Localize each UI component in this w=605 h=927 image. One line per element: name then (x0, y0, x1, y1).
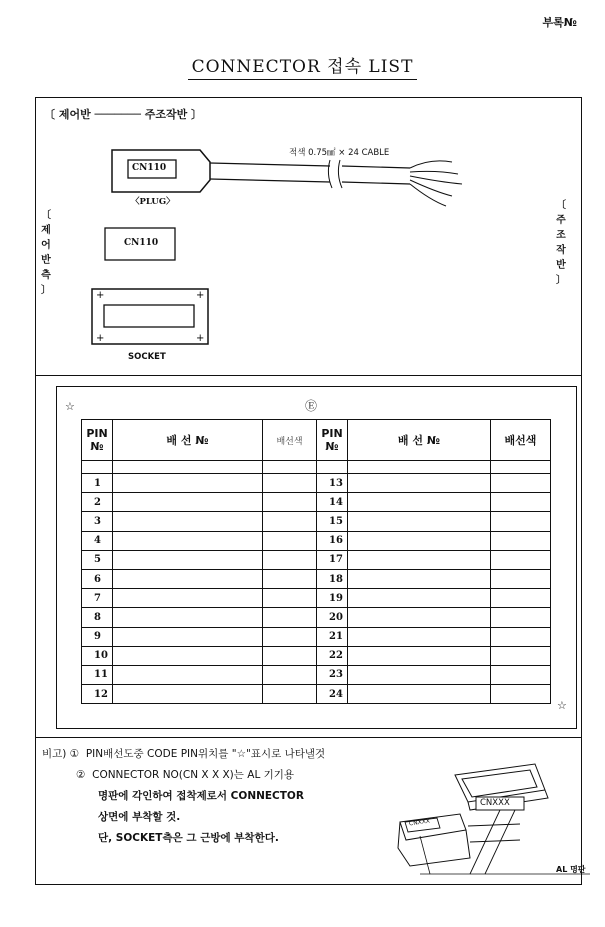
wiring-no-header-left: 배 선 № (113, 420, 263, 461)
wire-color-cell (491, 531, 551, 550)
table-row (82, 589, 551, 608)
left-side-label: 〔 제 어 반 측 〕 (41, 210, 51, 296)
wire-color-cell (491, 627, 551, 646)
note1-marker: ① (69, 748, 80, 760)
wiring-no-cell (113, 589, 263, 608)
svg-text:+: + (196, 290, 205, 301)
notes-block (42, 744, 325, 849)
wire-color-cell (491, 569, 551, 588)
nameplate-label: AL 명판 (556, 865, 586, 874)
wiring-no-cell (348, 512, 491, 531)
wiring-no-cell (113, 608, 263, 627)
wiring-no-cell (348, 531, 491, 550)
wire-color-cell (263, 608, 317, 627)
table-row (82, 646, 551, 665)
wire-color-cell (491, 608, 551, 627)
pin-number-left: 7 (82, 589, 113, 608)
plug-caption: 〈PLUG〉 (131, 197, 175, 207)
note2-line4: 단, SOCKET측은 그 근방에 부착한다. (98, 832, 279, 844)
wiring-no-cell (348, 569, 491, 588)
wire-color-cell (263, 474, 317, 493)
pin-no-header-right: PIN № (317, 420, 348, 461)
pin-number-left: 8 (82, 608, 113, 627)
table-row (82, 493, 551, 512)
wiring-no-cell (348, 665, 491, 684)
wiring-no-cell (348, 550, 491, 569)
pin-number-right: 24 (317, 685, 348, 704)
notes-prefix: 비고) (42, 748, 67, 760)
wire-color-cell (491, 550, 551, 569)
wiring-no-cell (113, 646, 263, 665)
wiring-no-cell (113, 512, 263, 531)
table-row (82, 685, 551, 704)
pin-number-left: 1 (82, 474, 113, 493)
table-row (82, 512, 551, 531)
table-spacer-row (82, 461, 551, 474)
wire-color-cell (263, 685, 317, 704)
socket-caption: SOCKET (128, 352, 166, 362)
table-row (82, 608, 551, 627)
wiring-no-cell (348, 685, 491, 704)
note1-text: PIN배선도중 CODE PIN위치를 "☆"표시로 나타낼것 (85, 748, 326, 760)
wire-color-cell (491, 493, 551, 512)
wiring-no-cell (348, 646, 491, 665)
wire-color-cell (491, 474, 551, 493)
section-label: 〔 제어반 ─────── 주조작반 〕 (44, 108, 203, 121)
wiring-no-cell (113, 550, 263, 569)
wire-color-header-left: 배선색 (263, 420, 317, 461)
wiring-no-cell (348, 627, 491, 646)
pin-number-left: 4 (82, 531, 113, 550)
pin-number-left: 6 (82, 569, 113, 588)
pin-number-left: 2 (82, 493, 113, 512)
wire-color-header-right: 배선색 (491, 420, 551, 461)
pin-number-right: 22 (317, 646, 348, 665)
plug-label: CN110 (132, 163, 167, 173)
table-row (82, 550, 551, 569)
pin-number-right: 23 (317, 665, 348, 684)
wiring-no-cell (348, 474, 491, 493)
socket-shape (92, 289, 208, 344)
table-row (82, 531, 551, 550)
wiring-no-cell (113, 685, 263, 704)
appendix-number: 부록№ (542, 16, 577, 29)
table-row (82, 627, 551, 646)
wire-color-cell (491, 646, 551, 665)
pin-no-header-left: PIN № (82, 420, 113, 461)
connector-label: CN110 (124, 238, 159, 248)
pin-number-left: 3 (82, 512, 113, 531)
table-row (82, 569, 551, 588)
pin-table (81, 419, 551, 704)
wiring-no-cell (113, 627, 263, 646)
code-pin-star-left: ☆ (65, 400, 75, 413)
cable (210, 163, 330, 182)
note2-marker: ② (76, 769, 86, 781)
pin-number-right: 19 (317, 589, 348, 608)
table-row (82, 474, 551, 493)
wiring-no-cell (348, 608, 491, 627)
pin-number-right: 18 (317, 569, 348, 588)
wire-color-cell (263, 512, 317, 531)
nameplate-tag: CNXXX (480, 798, 510, 808)
right-side-label: 〔 주 조 작 반 〕 (556, 200, 566, 286)
svg-text:+: + (96, 333, 105, 344)
wire-color-cell (263, 646, 317, 665)
socket-opening (104, 305, 194, 327)
wire-color-cell (491, 589, 551, 608)
pin-number-right: 16 (317, 531, 348, 550)
table-row (82, 665, 551, 684)
note2-line3: 상면에 부착할 것. (98, 811, 181, 823)
cable-spec-label: 적색 0.75㎟ × 24 CABLE (289, 148, 390, 158)
pin-number-right: 17 (317, 550, 348, 569)
wiring-no-cell (113, 665, 263, 684)
wiring-no-cell (113, 493, 263, 512)
table-header-row (82, 420, 551, 461)
plug-tag: CNXXX (408, 817, 431, 828)
note2-line1: CONNECTOR NO(CN X X X)는 AL 기기용 (92, 769, 295, 781)
wiring-no-cell (113, 531, 263, 550)
wiring-no-cell (348, 493, 491, 512)
svg-text:+: + (96, 290, 105, 301)
pin-number-right: 20 (317, 608, 348, 627)
wire-color-cell (263, 589, 317, 608)
center-symbol: Ⓔ (305, 399, 318, 413)
wire-color-cell (263, 550, 317, 569)
wire-color-cell (263, 569, 317, 588)
wire-color-cell (263, 665, 317, 684)
wire-color-cell (491, 665, 551, 684)
pin-number-right: 15 (317, 512, 348, 531)
pin-number-right: 13 (317, 474, 348, 493)
pin-number-left: 11 (82, 665, 113, 684)
wiring-no-cell (113, 569, 263, 588)
pin-number-left: 12 (82, 685, 113, 704)
wire-color-cell (263, 493, 317, 512)
wire-fan (410, 161, 462, 206)
wire-color-cell (263, 627, 317, 646)
wire-color-cell (263, 531, 317, 550)
wiring-no-header-right: 배 선 № (348, 420, 491, 461)
code-pin-star-right: ☆ (557, 699, 567, 712)
wire-color-cell (491, 685, 551, 704)
pin-number-left: 9 (82, 627, 113, 646)
pin-number-left: 5 (82, 550, 113, 569)
wiring-no-cell (113, 474, 263, 493)
page-title-text: CONNECTOR 접속 LIST (188, 57, 418, 80)
pin-number-right: 21 (317, 627, 348, 646)
svg-text:+: + (196, 333, 205, 344)
note2-line2: 명판에 각인하여 접착제로서 CONNECTOR (98, 790, 304, 802)
wiring-no-cell (348, 589, 491, 608)
pin-number-right: 14 (317, 493, 348, 512)
wire-color-cell (491, 512, 551, 531)
pin-number-left: 10 (82, 646, 113, 665)
